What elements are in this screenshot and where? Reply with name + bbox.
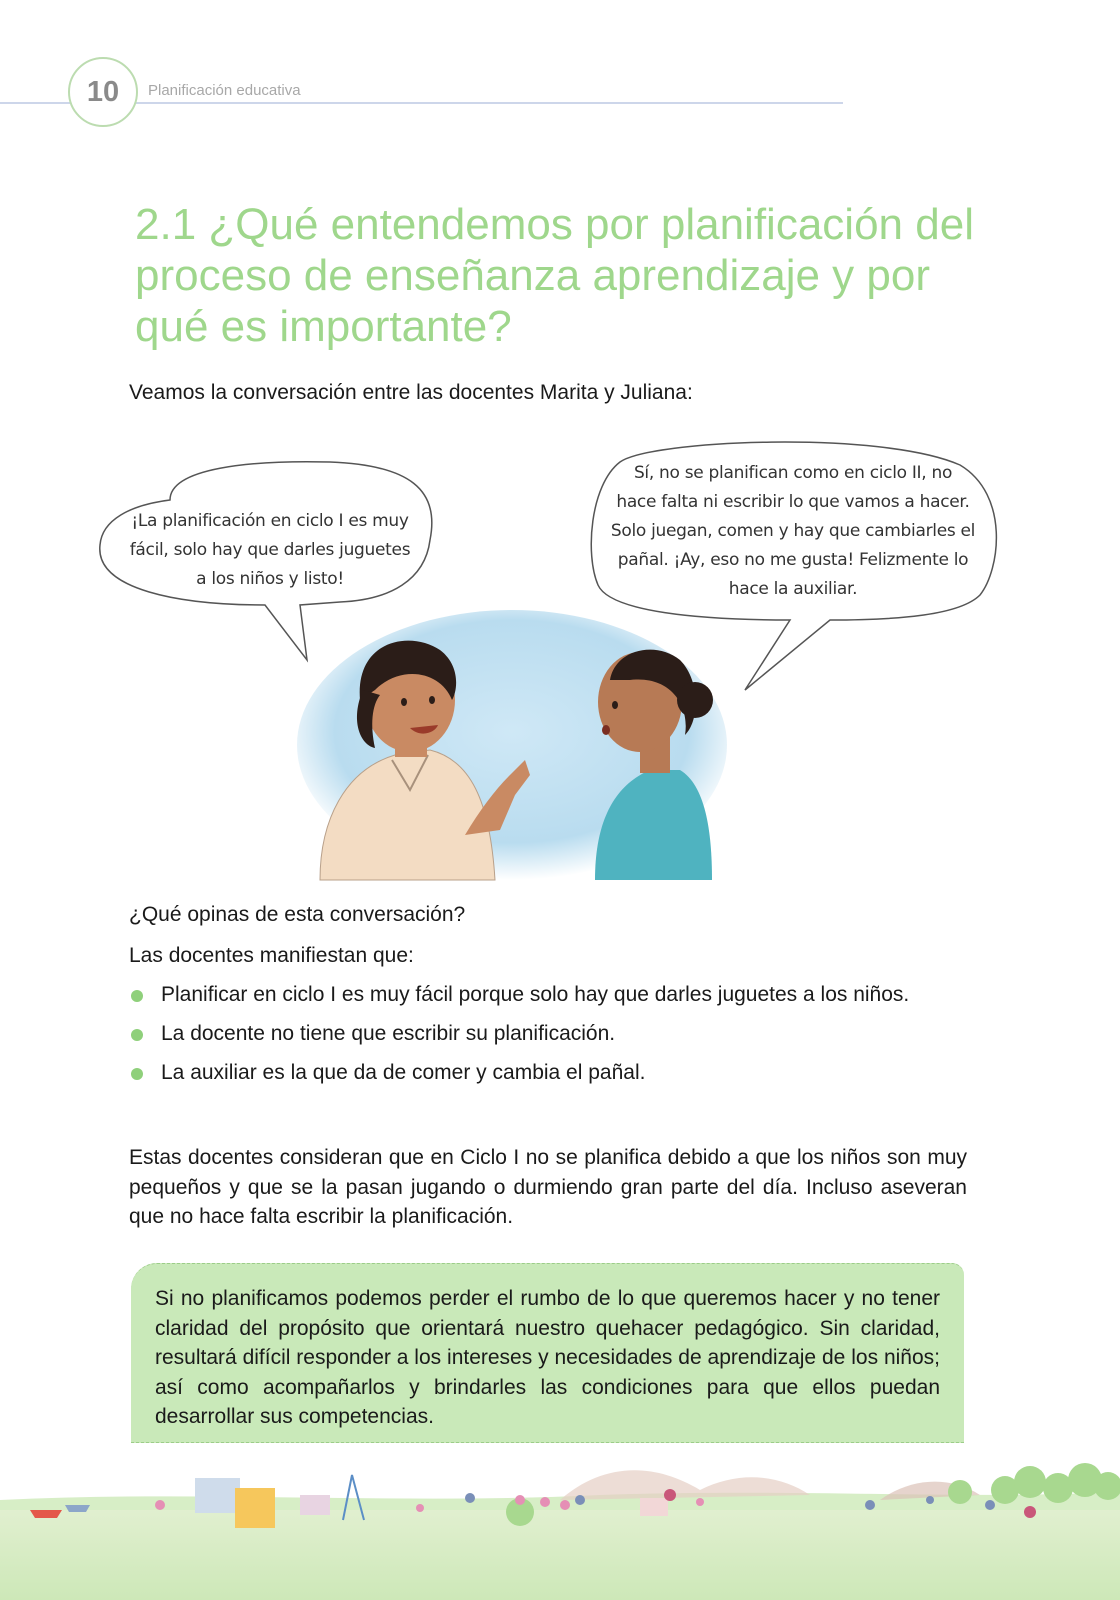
speech-line: hace la auxiliar. bbox=[728, 579, 858, 599]
page-number: 10 bbox=[68, 57, 138, 127]
section-title: 2.1 ¿Qué entendemos por planificación del proceso de enseñanza aprendizaje y por qué es importante? bbox=[135, 200, 974, 351]
speech-line: pañal. ¡Ay, eso no me gusta! Felizmente lo bbox=[617, 550, 969, 570]
bullet-text: La docente no tiene que escribir su planificación. bbox=[161, 1022, 616, 1045]
ground-band bbox=[0, 1500, 1120, 1600]
speech-line: Solo juegan, comen y hay que cambiarles el bbox=[610, 521, 976, 541]
boat-shape bbox=[30, 1510, 62, 1518]
boat-shape bbox=[65, 1505, 90, 1512]
speech-line: a los niños y listo! bbox=[196, 569, 344, 589]
question-text: ¿Qué opinas de esta conversación? bbox=[129, 903, 466, 926]
bullet-text: Planificar en ciclo I es muy fácil porque solo hay que darles juguetes a los niños. bbox=[161, 983, 910, 1006]
speech-line: hace falta ni escribir lo que vamos a hacer. bbox=[616, 492, 970, 512]
building-shape bbox=[235, 1488, 275, 1528]
building-shape bbox=[195, 1478, 240, 1513]
lead-text: Las docentes manifiestan que: bbox=[129, 944, 414, 967]
intro-text: Veamos la conversación entre las docentes Marita y Juliana: bbox=[129, 381, 693, 404]
speech-line: ¡La planificación en ciclo I es muy bbox=[131, 511, 409, 531]
running-title: Planificación educativa bbox=[148, 82, 301, 99]
bullet-text: La auxiliar es la que da de comer y cambia el pañal. bbox=[161, 1061, 646, 1084]
note-text: Si no planificamos podemos perder el rumbo de lo que queremos hacer y no tener claridad del propósito que orientará nuestro quehacer pedagógico. Sin claridad, resultará difícil responder a los intereses y necesidades de aprendizaje de los niños; así como acompañarlos y brindarles las condiciones para que ellos puedan desarrollar sus competencias. bbox=[155, 1287, 940, 1428]
body-paragraph: Estas docentes consideran que en Ciclo I no se planifica debido a que los niños son muy pequeños y que se la pasan jugando o durmiendo gran parte del día. Incluso aseveran que no hace falta escribir la planificación. bbox=[129, 1146, 967, 1228]
speech-line: fácil, solo hay que darles juguetes bbox=[129, 540, 411, 560]
speech-line: Sí, no se planifican como en ciclo II, no bbox=[633, 463, 953, 483]
